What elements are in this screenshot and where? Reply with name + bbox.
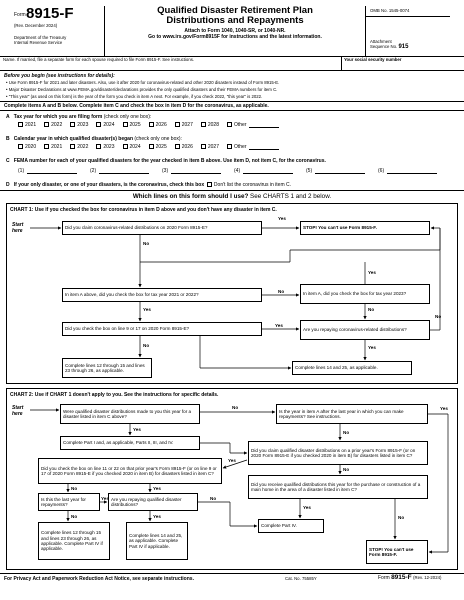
fema-slot-label: (6) bbox=[378, 168, 385, 174]
chart-1-q3: In item A, did you check the box for tax year 2023? bbox=[300, 284, 430, 304]
item-b-option-label: 2021 bbox=[51, 144, 63, 150]
item-b-option-label: Other bbox=[234, 144, 247, 150]
chart-2-start-label: Start here bbox=[12, 405, 24, 417]
chart-1-label-yes-1: Yes bbox=[278, 216, 286, 221]
omb-number: OMB No. 1545-0074 bbox=[370, 8, 410, 13]
chart-2-label-yes-6: Yes bbox=[153, 514, 161, 519]
item-c-text: FEMA number for each of your qualified disasters for the year checked in item B above. Use item D, not item C, for the coronavirus. bbox=[13, 158, 326, 164]
chart-2-label-no-1: No bbox=[232, 405, 239, 410]
chart-2-label-yes-1: Yes bbox=[440, 406, 448, 411]
item-b-text: Calendar year in which qualified disaster(s) began bbox=[13, 136, 133, 142]
department: Department of the Treasury bbox=[14, 35, 67, 40]
chart-2-label-no-5: No bbox=[71, 514, 78, 519]
chart-2-q6: Is this the last year for repayments? bbox=[38, 493, 100, 511]
attach-instruction: Attach to Form 1040, 1040-SR, or 1040-NR. bbox=[184, 28, 286, 34]
item-a-option-label: 2025 bbox=[129, 122, 141, 128]
chart-1-label-no-3: No bbox=[368, 307, 375, 312]
chart-2-r1: Complete Part I and, as applicable, Parts II, III, and IV. bbox=[60, 436, 200, 450]
goto-instruction: Go to www.irs.gov/Form8915F for instructions and the latest information. bbox=[148, 34, 322, 40]
item-b-note: (check only one box): bbox=[134, 136, 182, 142]
chart-2-label-yes-4: Yes bbox=[153, 486, 161, 491]
intro-bullet-2: • Major Disaster Declarations at www.FEMA.gov/disaster/declarations provides the only qualified disasters and their FEMA numbers for item C. bbox=[6, 87, 278, 92]
fema-slot-label: (4) bbox=[234, 168, 241, 174]
chart-1-label-no-1: No bbox=[143, 241, 150, 246]
item-b-option-label: 2026 bbox=[181, 144, 193, 150]
item-b-option-label: 2027 bbox=[207, 144, 219, 150]
intro-bullet-3: • "This year" (as used on this form) is the year of the form you check in item A next. For example, if you check 2022, "this year" is 2022. bbox=[6, 94, 263, 99]
form-label: Form bbox=[14, 12, 26, 18]
which-lines-heading: Which lines on this form should I use? See CHARTS 1 and 2 below. bbox=[132, 193, 332, 200]
item-b-option-label: 2022 bbox=[77, 144, 89, 150]
chart-1-label-no-5: No bbox=[435, 314, 442, 319]
chart-1-q1: Did you claim coronavirus-related distributions on 2020 Form 8915-E? bbox=[62, 221, 262, 235]
item-a-letter: A bbox=[6, 114, 10, 120]
form-number: 8915-F bbox=[26, 5, 74, 22]
item-b-option-label: 2024 bbox=[129, 144, 141, 150]
chart-2-label-yes-3: Yes bbox=[228, 458, 236, 463]
chart-1-label-yes-5: Yes bbox=[368, 345, 376, 350]
chart-2-label-no-3: No bbox=[343, 467, 350, 472]
chart-1-result-1: Complete lines 12 through 15 and lines 23 through 26, as applicable. bbox=[62, 358, 152, 378]
chart-2-q2: Is the year in item A after the last year in which you can make repayments? See instructions. bbox=[276, 404, 428, 424]
fema-slot-label: (1) bbox=[18, 168, 25, 174]
chart-2-label-yes-5: Yes bbox=[101, 496, 109, 501]
item-a-option-label: Other bbox=[234, 122, 247, 128]
form-title-line2: Distributions and Repayments bbox=[166, 15, 304, 26]
item-d-letter: D bbox=[6, 182, 10, 188]
chart-2-q7: Are you repaying qualified disaster distributions? bbox=[108, 493, 198, 511]
item-b-option-label: 2020 bbox=[25, 144, 37, 150]
chart-2-label-no-4: No bbox=[71, 486, 78, 491]
chart-2-q3: Did you claim qualified disaster distributions on a prior year's Form 8915-F (or on 2020 Form 8915-E if you checked 2020 in item B) for disasters listed in item C? bbox=[248, 441, 428, 465]
chart-2-label-no-2: No bbox=[343, 430, 350, 435]
ssn-label: Your social security number bbox=[344, 57, 402, 62]
complete-instruction: Complete items A and B below. Complete item C and check the box in item D for the coronavirus, as applicable. bbox=[4, 103, 269, 109]
item-a-option-label: 2021 bbox=[25, 122, 37, 128]
chart-1-label-no-4: No bbox=[143, 343, 150, 348]
item-a-note: (check only one box): bbox=[103, 114, 152, 120]
chart-1-q2: In item A above, did you check the box for tax year 2021 or 2022? bbox=[62, 288, 262, 302]
chart-2-r4: Complete lines 14 and 25, as applicable. Complete Part IV if applicable. bbox=[126, 522, 188, 560]
intro-bullet-1: • Use Form 8915-F for 2021 and later disasters. Also, use it after 2020 for coronavirus-related and other 2020 disasters instead of Form 8915-E. bbox=[6, 80, 280, 85]
item-a-option-label: 2026 bbox=[155, 122, 167, 128]
chart-2-stop: STOP! You can't use Form 8915-F. bbox=[366, 540, 428, 564]
item-a-text: Tax year for which you are filing form bbox=[13, 114, 103, 120]
chart-1-label-yes-2: Yes bbox=[368, 270, 376, 275]
item-b-letter: B bbox=[6, 136, 10, 142]
chart-1-title: CHART 1: Use if you checked the box for coronavirus in item D above and you don't have any disaster in item C. bbox=[10, 207, 277, 213]
attachment-label: Attachment bbox=[370, 39, 392, 44]
chart-1-label-yes-4: Yes bbox=[275, 323, 283, 328]
item-a-option-label: 2024 bbox=[103, 122, 115, 128]
chart-1-q5: Are you repaying coronavirus-related distributions? bbox=[300, 320, 430, 340]
item-b-option-label: 2023 bbox=[103, 144, 115, 150]
chart-1-label-no-2: No bbox=[278, 289, 285, 294]
intro-heading: Before you begin (see instructions for details): bbox=[4, 73, 115, 79]
chart-1-label-yes-3: Yes bbox=[143, 307, 151, 312]
privacy-notice: For Privacy Act and Paperwork Reduction Act Notice, see separate instructions. bbox=[4, 576, 194, 582]
fema-slot-label: (5) bbox=[306, 168, 313, 174]
chart-1-start-label: Start here bbox=[12, 222, 24, 234]
chart-2-q5: Did you receive qualified distributions this year for the purchase or construction of a main home in the area of a disaster listed in item C? bbox=[248, 475, 428, 499]
fema-slot-label: (3) bbox=[162, 168, 169, 174]
sequence-number: 915 bbox=[398, 44, 409, 50]
item-a-option-label: 2023 bbox=[77, 122, 89, 128]
chart-2-label-no-7: No bbox=[398, 515, 405, 520]
form-title-line1: Qualified Disaster Retirement Plan bbox=[157, 5, 313, 16]
chart-1-result-2: Complete lines 14 and 25, as applicable. bbox=[292, 361, 412, 375]
chart-2-label-yes-2: Yes bbox=[133, 427, 141, 432]
item-a-option-label: 2028 bbox=[207, 122, 219, 128]
item-c-letter: C bbox=[6, 158, 10, 164]
irs-label: Internal Revenue Service bbox=[14, 40, 63, 45]
chart-1-q4: Did you check the box on line 9 or 17 on 2020 Form 8915-E? bbox=[62, 322, 262, 336]
item-b-option-label: 2025 bbox=[155, 144, 167, 150]
chart-2-label-no-6: No bbox=[210, 496, 217, 501]
name-label: Name. If married, file a separate form for each spouse required to file Form 8915-F. See instructions. bbox=[3, 57, 195, 62]
chart-2-q4: Did you check the box on line 11 or 22 on that prior year's Form 8915-F (or on line 9 or 17 of 2020 Form 8915-E if you checked 2020 in item B) for disasters listed in item C? bbox=[38, 458, 222, 484]
sequence-label: Sequence No. bbox=[370, 44, 398, 49]
chart-2-title: CHART 2: Use if CHART 1 doesn't apply to you. See the instructions for specific details. bbox=[10, 392, 219, 398]
form-revision: (Rev. December 2024) bbox=[14, 23, 58, 28]
chart-1-stop: STOP! You can't use Form 8915-F. bbox=[300, 221, 430, 235]
chart-2-label-yes-7: Yes bbox=[303, 505, 311, 510]
coronavirus-checkbox-label: Don't list the coronavirus in item C. bbox=[213, 182, 292, 188]
chart-2-r2: Complete Part IV. bbox=[258, 519, 324, 533]
chart-2-q1: Were qualified disaster distributions made to you this year for a disaster listed in item C above? bbox=[60, 404, 200, 424]
footer-form-id: Form 8915-F (Rev. 12-2024) bbox=[378, 574, 442, 581]
item-a-option-label: 2022 bbox=[51, 122, 63, 128]
cat-number: Cat. No. 75585Y bbox=[285, 576, 317, 581]
item-a-option-label: 2027 bbox=[181, 122, 193, 128]
fema-slot-label: (2) bbox=[90, 168, 97, 174]
item-d-text: If your only disaster, or one of your disasters, is the coronavirus, check this box bbox=[13, 182, 205, 188]
chart-2-r3: Complete lines 12 through 15 and lines 23 through 26, as applicable. Complete Part IV if applicable. bbox=[38, 522, 110, 560]
